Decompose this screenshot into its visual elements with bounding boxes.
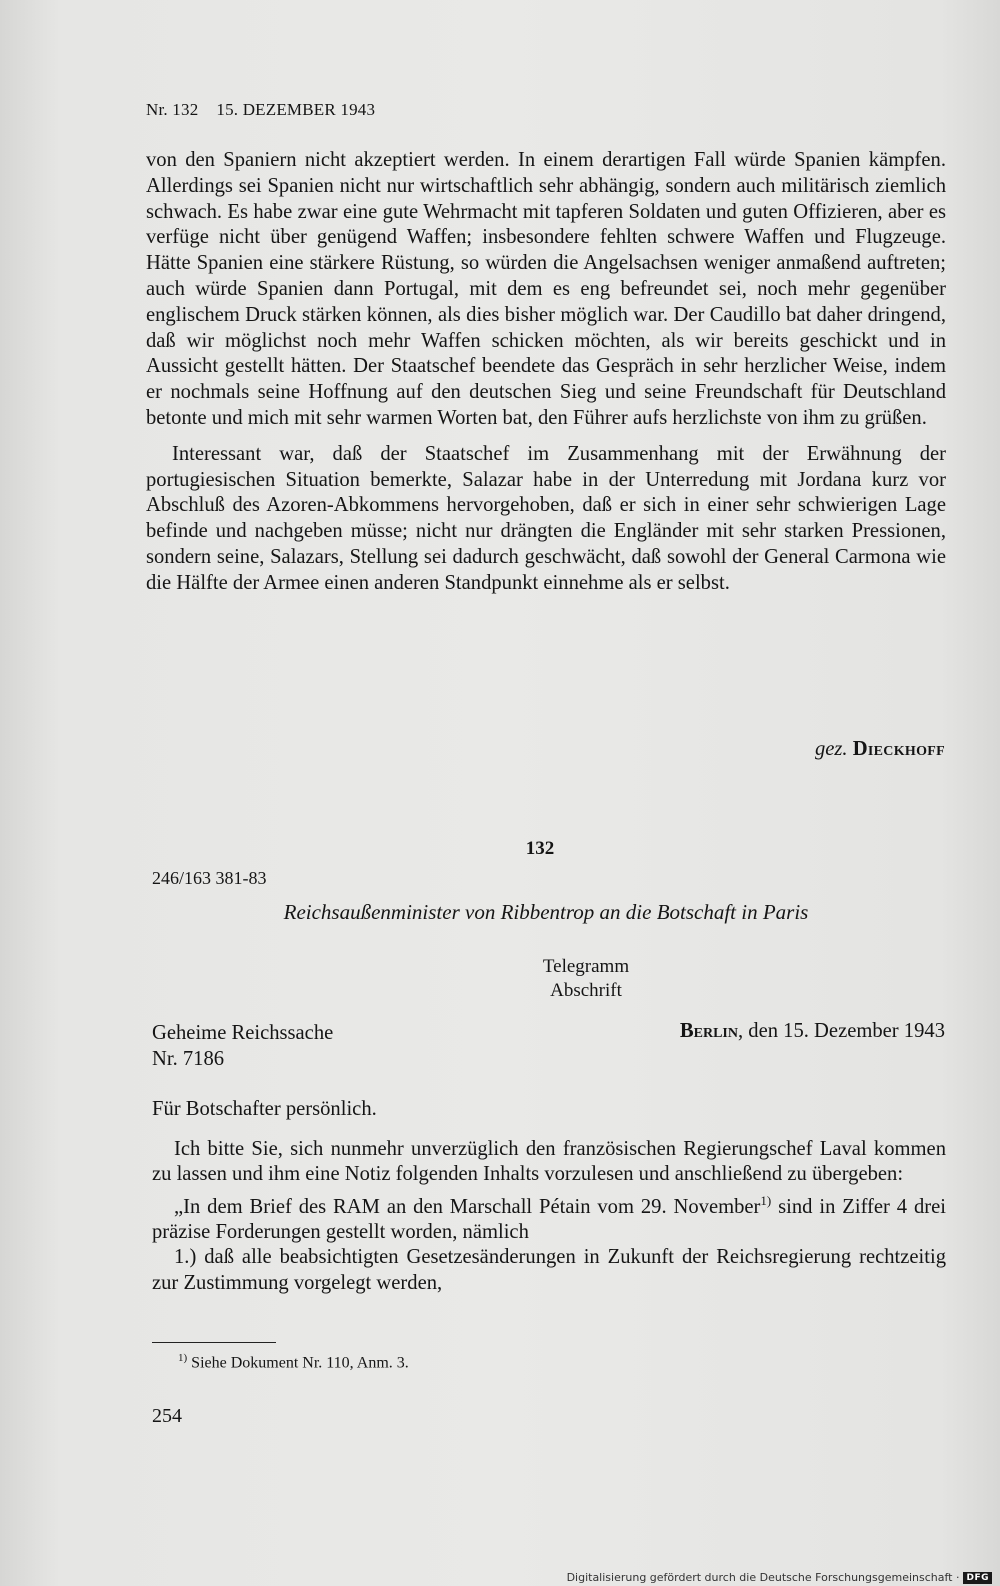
document-number: 132 — [525, 838, 555, 859]
body-paragraph: Interessant war, daß der Staatschef im Zusammenhang mit der Erwähnung der portugiesischen Situation bemerkte, Salazar habe in der Unterredung mit Jordana kurz vor Abschluß des Azoren-Abkommens hervorgehoben, daß er sich in einer sehr schwierigen Lage befinde und nachgeben müsse; nicht nur drängten die Engländer mit sehr starken Pressionen, sondern seine, Salazars, Stellung sei dadurch geschwächt, daß sowohl der General Carmona wie die Hälfte der Armee einen anderen Standpunkt einnehme als er selbst. — [146, 442, 946, 594]
footnote-reference: 1) — [760, 1192, 772, 1208]
quote-text: sind in Ziffer 4 drei präzise Forderungen gestellt worden, nämlich — [152, 1195, 946, 1243]
place: Berlin — [679, 1020, 738, 1042]
signature-name: Dieckhoff — [852, 738, 945, 760]
running-head-date: 15. DEZEMBER 1943 — [216, 100, 376, 119]
page-number: 254 — [152, 1405, 182, 1427]
list-item: 1.) daß alle beabsichtigten Gesetzesänderungen in Zukunft der Reichsregierung rechtzeitig zur Zustimmung vorgelegt werden, — [152, 1246, 946, 1294]
running-head-doc-number: Nr. 132 — [146, 100, 199, 119]
document-type-line: Telegramm — [542, 956, 630, 977]
footnote-text: Siehe Dokument Nr. 110, Anm. 3. — [191, 1354, 409, 1372]
place-date — [680, 1020, 945, 1043]
footnote-rule — [152, 1342, 276, 1343]
classification-label: Geheime Reichssache — [152, 1022, 334, 1044]
telegram-paragraph: Ich bitte Sie, sich nunmehr unverzüglich den französischen Regierungschef Laval kommen zu lassen und ihm eine Notiz folgenden Inhalts vorzulesen und anschließend zu übergeben: — [152, 1137, 946, 1185]
salutation: Für Botschafter persönlich. — [152, 1098, 377, 1120]
footnote-marker: 1) — [178, 1352, 188, 1364]
date: , den 15. Dezember 1943 — [737, 1020, 945, 1042]
body-text — [146, 148, 946, 597]
quote-paragraph — [152, 1188, 946, 1246]
running-head — [146, 100, 375, 120]
classification — [152, 1020, 333, 1072]
signature-prefix: gez. — [814, 738, 848, 760]
signature — [815, 738, 945, 761]
footnote — [178, 1352, 409, 1372]
document-heading: Reichsaußenminister von Ribbentrop an die Botschaft in Paris — [283, 900, 809, 924]
dfg-logo-icon: DFG — [963, 1572, 992, 1584]
classification-number: Nr. 7186 — [152, 1048, 225, 1070]
film-reference: 246/163 381-83 — [152, 868, 267, 888]
credit-text: Digitalisierung gefördert durch die Deutsche Forschungsgemeinschaft · — [566, 1571, 960, 1584]
document-type-line: Abschrift — [550, 980, 622, 1001]
telegram-text — [152, 1097, 946, 1296]
document-type — [146, 955, 946, 1003]
digitization-credit — [567, 1571, 992, 1584]
quote-text: „In dem Brief des RAM an den Marschall Pétain vom 29. November — [174, 1195, 761, 1218]
body-paragraph: von den Spaniern nicht akzeptiert werden. In einem derartigen Fall würde Spanien kämpfen. Allerdings sei Spanien nicht nur wirtschaftlich sehr abhängig, sondern auch militärisch ziemlich schwach. Es habe zwar eine gute Wehrmacht mit tapferen Soldaten und guten Offizieren, aber es verfüge nicht über genügend Waffen; insbesondere fehlten schwere Waffen und Flugzeuge. Hätte Spanien eine stärkere Rüstung, so würden die Angelsachsen weniger anmaßend auftreten; auch würde Spanien dann Portugal, mit dem es eng befreundet sei, noch mehr gegenüber englischem Druck stärken können, als dies bisher möglich war. Der Caudillo bat daher dringend, daß wir möglichst noch mehr Waffen schicken möchten, als wir bereits geschickt und in Aussicht gestellt hätten. Der Staatschef beendete das Gespräch in sehr herzlicher Weise, indem er nochmals seine Hoffnung auf den deutschen Sieg und seine Freundschaft für Deutschland betonte und mich mit sehr warmen Worten bat, den Führer aufs herzlichste von ihm zu grüßen. — [146, 149, 946, 429]
